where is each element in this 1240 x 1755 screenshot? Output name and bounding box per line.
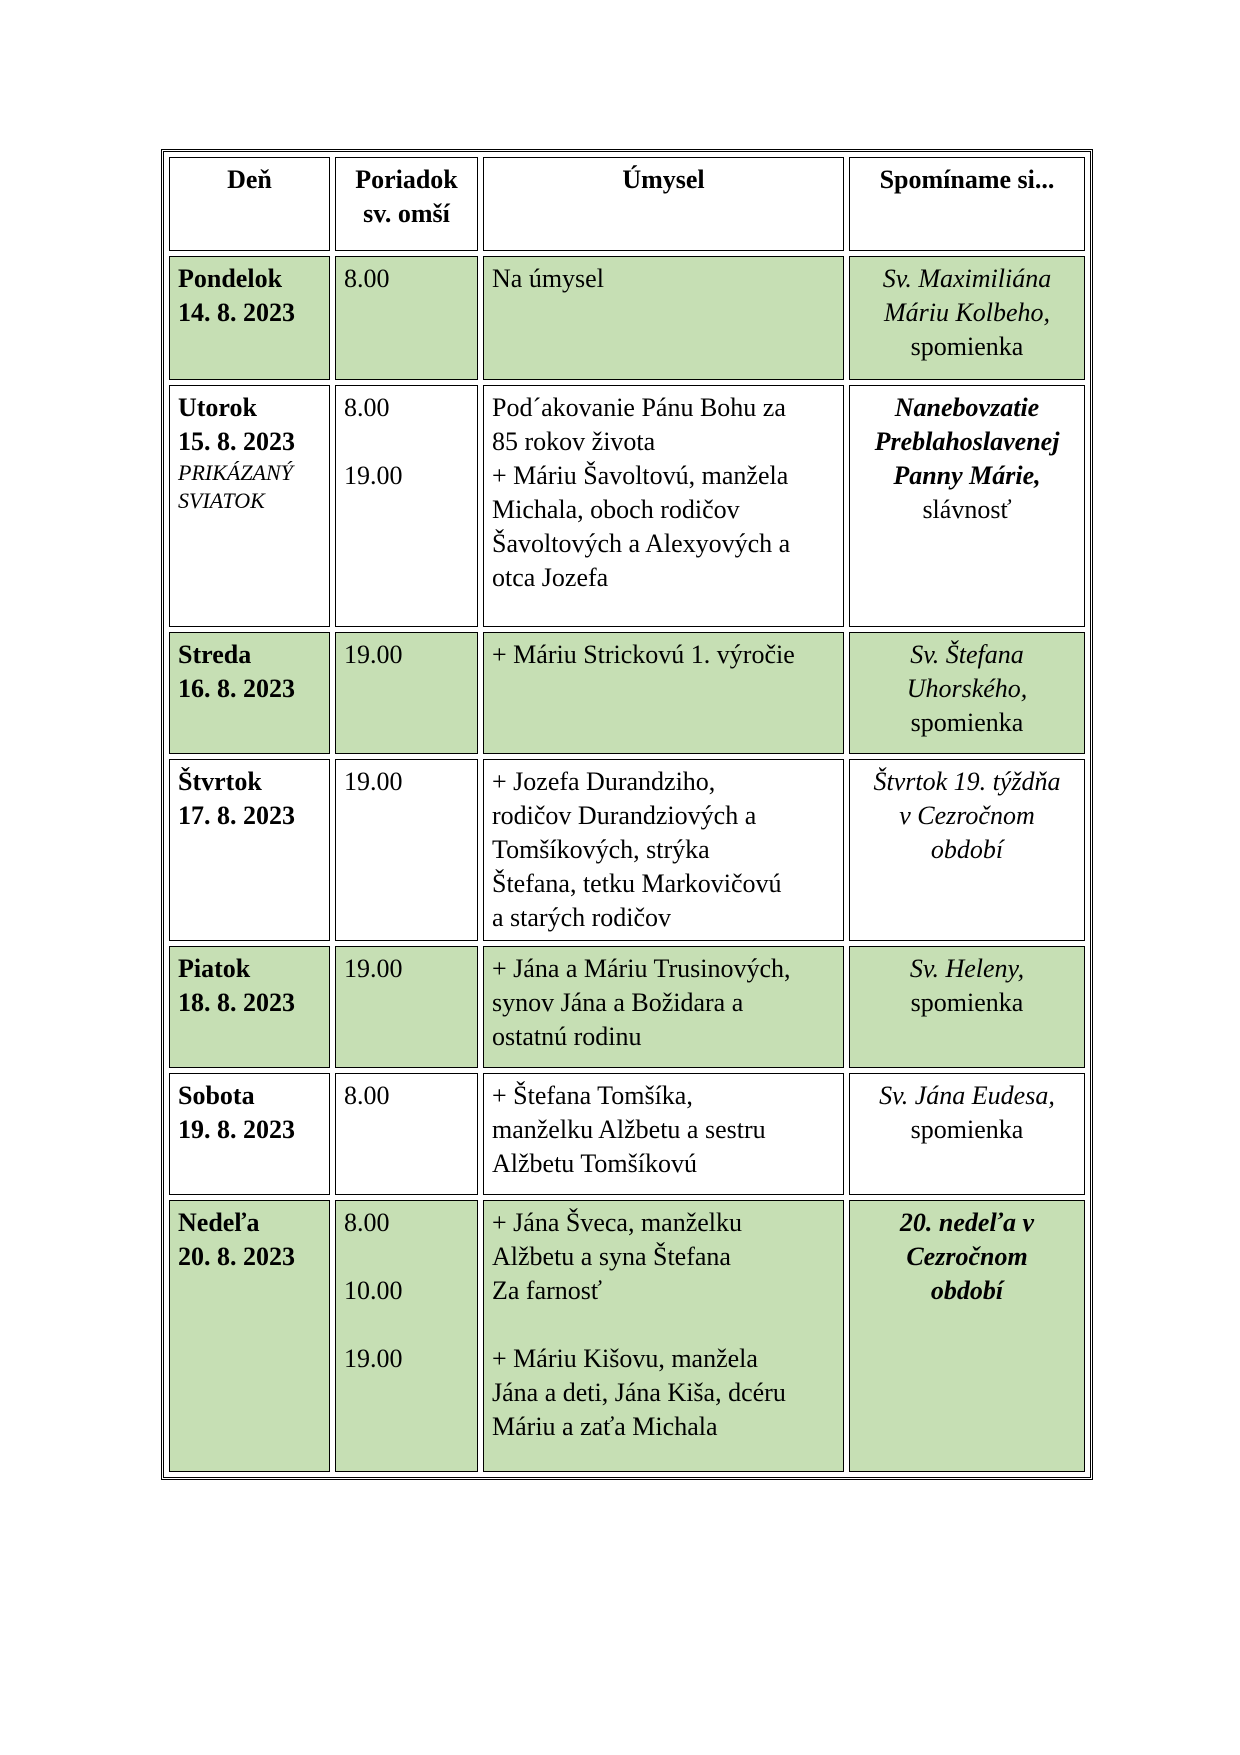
memorial-cell: Štvrtok 19. týždňa v Cezročnom období bbox=[849, 759, 1085, 941]
memorial-cell: Sv. Maximiliána Máriu Kolbeho, spomienka bbox=[849, 256, 1085, 380]
memorial-cell: Sv. Heleny, spomienka bbox=[849, 946, 1085, 1068]
table-row bbox=[169, 1073, 1085, 1195]
table-row bbox=[169, 632, 1085, 754]
header-time: Poriadok sv. omší bbox=[335, 157, 478, 251]
day-cell: Nedeľa 20. 8. 2023 bbox=[169, 1200, 330, 1472]
table-row bbox=[169, 946, 1085, 1068]
memorial-cell: Sv. Jána Eudesa, spomienka bbox=[849, 1073, 1085, 1195]
time-cell: 19.00 bbox=[335, 632, 478, 754]
time-cell: 8.00 bbox=[335, 256, 478, 380]
memorial-cell: 20. nedeľa v Cezročnom období bbox=[849, 1200, 1085, 1472]
day-cell: Utorok 15. 8. 2023 PRIKÁZANÝ SVIATOK bbox=[169, 385, 330, 627]
header-day: Deň bbox=[169, 157, 330, 251]
day-cell: Sobota 19. 8. 2023 bbox=[169, 1073, 330, 1195]
intention-cell: + Jozefa Durandziho, rodičov Durandziových a Tomšíkových, strýka Štefana, tetku Markovičovú a starých rodičov bbox=[483, 759, 844, 941]
time-cell: 19.00 bbox=[335, 759, 478, 941]
time-cell: 8.00 19.00 bbox=[335, 385, 478, 627]
intention-cell: Pod´akovanie Pánu Bohu za 85 rokov života + Máriu Šavoltovú, manžela Michala, oboch rodičov Šavoltových a Alexyových a otca Jozefa bbox=[483, 385, 844, 627]
day-cell: Streda 16. 8. 2023 bbox=[169, 632, 330, 754]
memorial-cell: Nanebovzatie Preblahoslavenej Panny Márie, slávnosť bbox=[849, 385, 1085, 627]
memorial-cell: Sv. Štefana Uhorského, spomienka bbox=[849, 632, 1085, 754]
table-row bbox=[169, 1200, 1085, 1472]
intention-cell: + Jána Šveca, manželku Alžbetu a syna Štefana Za farnosť + Máriu Kišovu, manžela Jána a deti, Jána Kiša, dcéru Máriu a zaťa Michala bbox=[483, 1200, 844, 1472]
mass-schedule-table bbox=[161, 149, 1093, 1480]
time-cell: 8.00 10.00 19.00 bbox=[335, 1200, 478, 1472]
intention-cell: + Máriu Strickovú 1. výročie bbox=[483, 632, 844, 754]
time-cell: 8.00 bbox=[335, 1073, 478, 1195]
header-row bbox=[169, 157, 1085, 251]
header-memorial: Spomíname si... bbox=[849, 157, 1085, 251]
table-row bbox=[169, 385, 1085, 627]
intention-cell: + Jána a Máriu Trusinových, synov Jána a Božidara a ostatnú rodinu bbox=[483, 946, 844, 1068]
day-cell: Piatok 18. 8. 2023 bbox=[169, 946, 330, 1068]
header-intention: Úmysel bbox=[483, 157, 844, 251]
time-cell: 19.00 bbox=[335, 946, 478, 1068]
day-cell: Pondelok 14. 8. 2023 bbox=[169, 256, 330, 380]
intention-cell: Na úmysel bbox=[483, 256, 844, 380]
intention-cell: + Štefana Tomšíka, manželku Alžbetu a sestru Alžbetu Tomšíkovú bbox=[483, 1073, 844, 1195]
table-row bbox=[169, 256, 1085, 380]
table-row bbox=[169, 759, 1085, 941]
day-cell: Štvrtok 17. 8. 2023 bbox=[169, 759, 330, 941]
